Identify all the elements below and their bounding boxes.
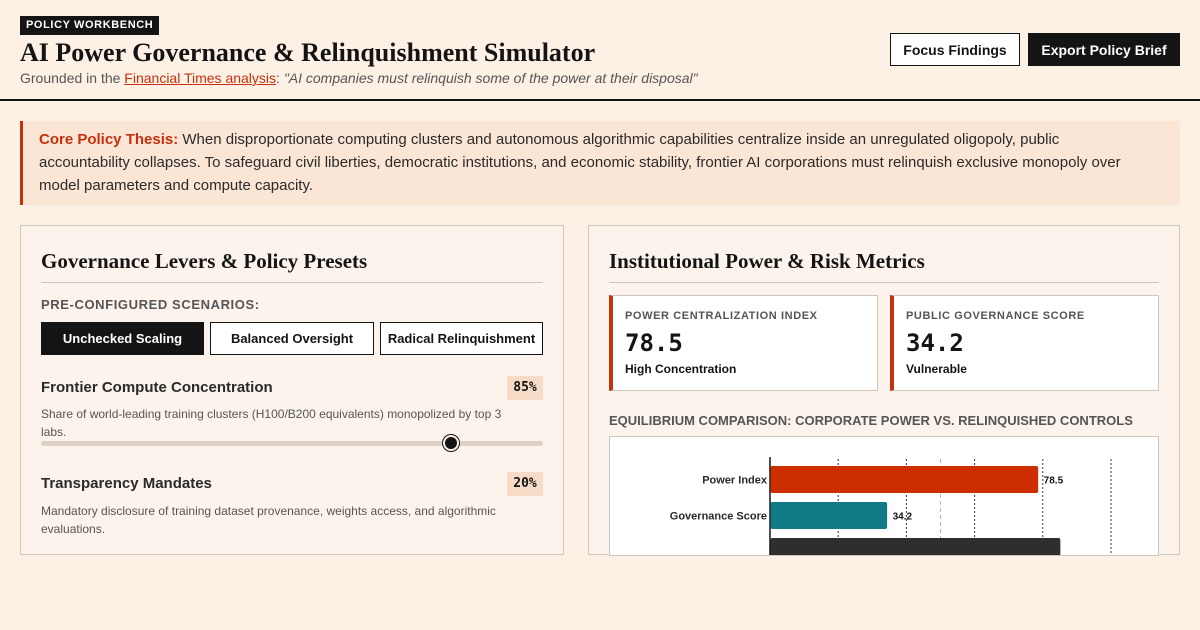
scenarios-label: PRE-CONFIGURED SCENARIOS: — [41, 297, 260, 312]
transparency-mandates-description: Mandatory disclosure of training dataset provenance, weights access, and algorithmic evaluations. — [41, 504, 496, 536]
chart-bar — [771, 502, 888, 529]
thesis-body: When disproportionate computing clusters and autonomous algorithmic capabilities centralize inside an unregulated oligopoly, public accountability collapses. To safeguard civil liberties, democratic institutions, and economic stability, frontier AI corporations must relinquish exclusive monopoly over model parameters and compute capacity. — [39, 131, 1121, 194]
preset-radical-relinquishment-button[interactable]: Radical Relinquishment — [380, 322, 543, 355]
workbench-badge: POLICY WORKBENCH — [20, 16, 159, 35]
chart-bar — [771, 538, 1061, 556]
metrics-panel-title: Institutional Power & Risk Metrics — [609, 249, 925, 273]
public-governance-value: 34.2 — [906, 329, 964, 357]
thesis-lead: Core Policy Thesis: — [39, 131, 179, 148]
public-governance-label: PUBLIC GOVERNANCE SCORE — [906, 310, 1085, 322]
compute-concentration-slider-handle[interactable] — [443, 435, 459, 451]
subtitle-separator: : — [276, 70, 280, 86]
transparency-mandates-label: Transparency Mandates — [41, 475, 212, 492]
page-title: AI Power Governance & Relinquishment Simulator — [20, 38, 596, 67]
chart-data-label: 78.5 — [1043, 475, 1064, 487]
compute-concentration-slider[interactable] — [41, 441, 543, 446]
risk-metrics-panel — [588, 225, 1180, 555]
preset-balanced-oversight-button[interactable]: Balanced Oversight — [210, 322, 374, 355]
compute-concentration-label: Frontier Compute Concentration — [41, 379, 273, 396]
preset-unchecked-scaling-button[interactable]: Unchecked Scaling — [41, 322, 204, 355]
equilibrium-chart-svg — [610, 437, 1159, 556]
equilibrium-chart — [609, 436, 1159, 556]
chart-category-label: Governance Score — [669, 510, 767, 523]
page-subtitle — [20, 70, 698, 86]
public-governance-status: Vulnerable — [906, 362, 967, 376]
metrics-panel-divider — [609, 282, 1159, 283]
chart-category-label: Power Index — [702, 474, 767, 487]
levers-panel-divider — [41, 282, 543, 283]
power-centralization-label: POWER CENTRALIZATION INDEX — [625, 310, 818, 322]
core-policy-thesis — [20, 121, 1180, 205]
power-centralization-card — [609, 295, 878, 391]
power-centralization-status: High Concentration — [625, 362, 737, 376]
subtitle-prefix: Grounded in the — [20, 70, 121, 86]
export-policy-brief-button[interactable]: Export Policy Brief — [1028, 33, 1180, 66]
equilibrium-chart-label: EQUILIBRIUM COMPARISON: CORPORATE POWER VS. RELINQUISHED CONTROLS — [609, 413, 1133, 428]
chart-bar — [771, 466, 1039, 493]
levers-panel-title: Governance Levers & Policy Presets — [41, 249, 368, 273]
ft-analysis-link[interactable]: Financial Times analysis — [124, 70, 277, 86]
subtitle-quote: "AI companies must relinquish some of the power at their disposal" — [283, 70, 698, 86]
compute-concentration-value: 85% — [507, 376, 543, 400]
compute-concentration-description: Share of world-leading training clusters (H100/B200 equivalents) monopolized by top 3 labs. — [41, 407, 502, 439]
page-header — [0, 0, 1200, 101]
power-centralization-value: 78.5 — [625, 329, 683, 357]
governance-levers-panel — [20, 225, 564, 555]
public-governance-card — [890, 295, 1159, 391]
focus-findings-button[interactable]: Focus Findings — [890, 33, 1020, 66]
transparency-mandates-value: 20% — [507, 472, 543, 496]
chart-data-label: 34.2 — [892, 511, 913, 523]
